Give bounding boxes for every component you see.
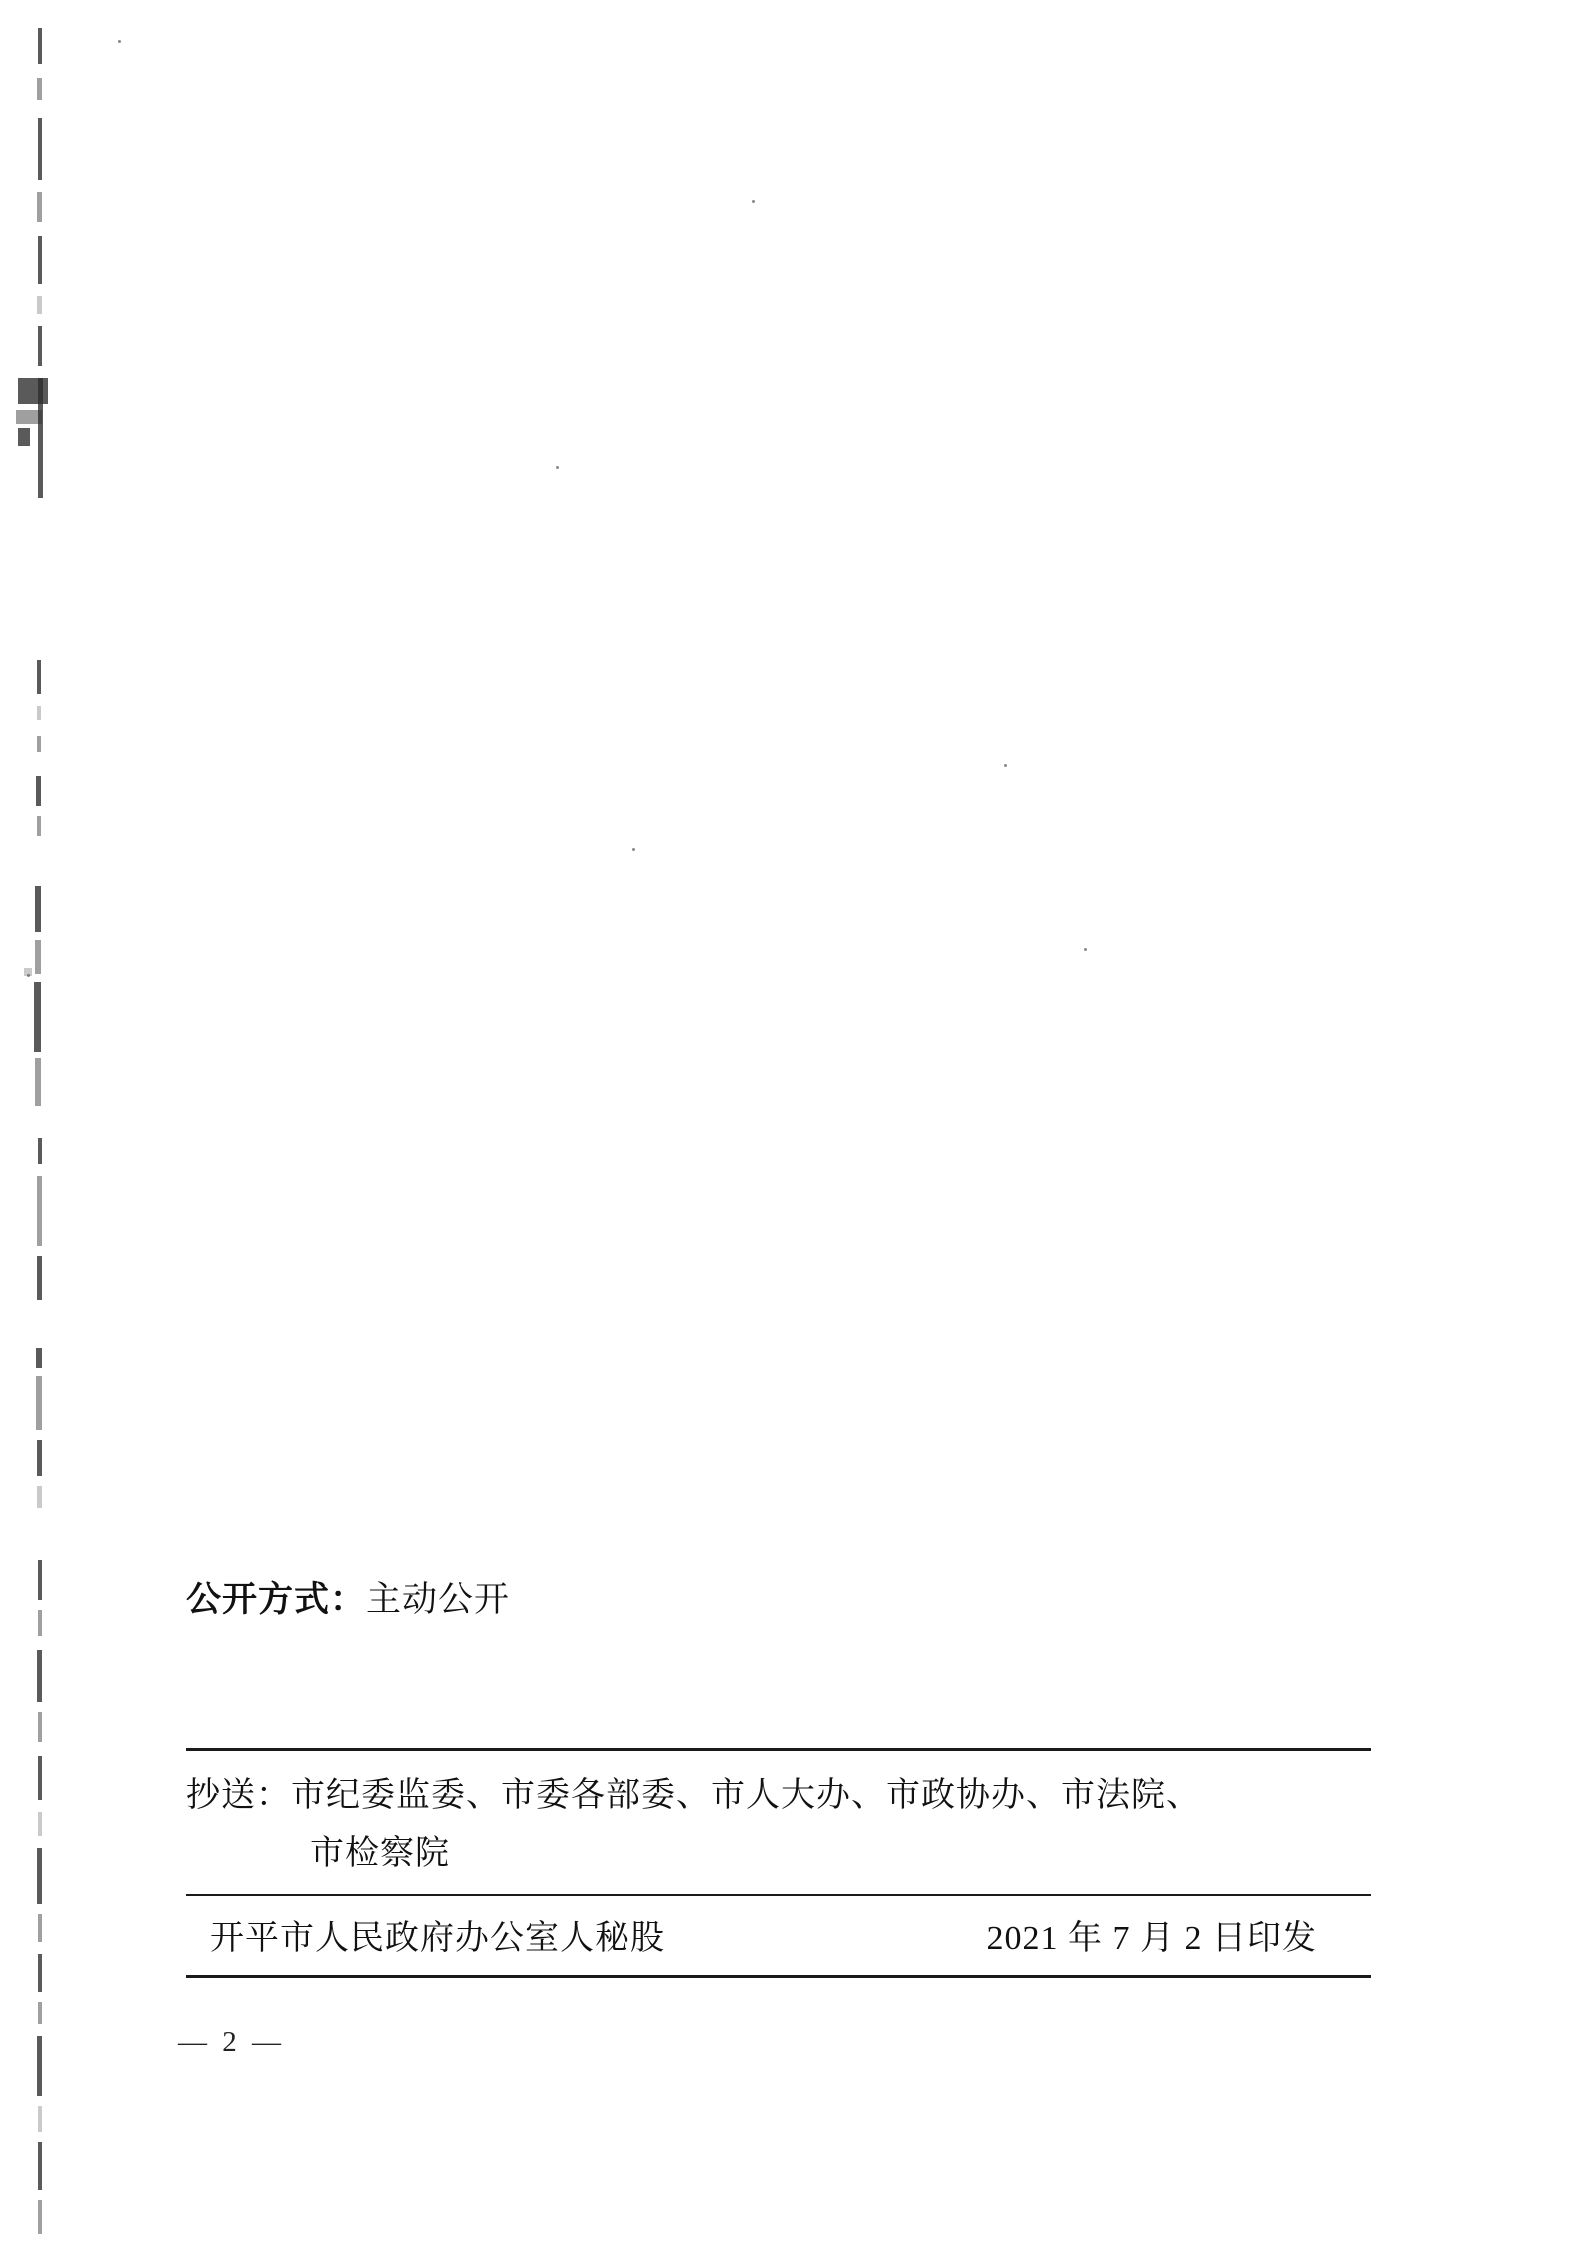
- issuer-row: [186, 1896, 1371, 1975]
- document-footer-block: [186, 1748, 1371, 1978]
- footer-bottom-rule: [186, 1975, 1371, 1978]
- cc-recipients: [186, 1751, 1371, 1894]
- disclosure-method-label: 公开方式：: [186, 1580, 367, 1620]
- issued-date: 2021 年 7 月 2 日印发: [986, 1919, 1317, 1957]
- issuing-office: 开平市人民政府办公室人秘股: [210, 1919, 665, 1957]
- cc-line-2: 市检察院: [310, 1835, 450, 1873]
- disclosure-method-value: 主动公开: [366, 1580, 511, 1620]
- cc-line-1: 抄送：市纪委监委、市委各部委、市人大办、市政协办、市法院、: [186, 1777, 1201, 1814]
- page-number: — 2 —: [178, 2026, 285, 2058]
- disclosure-method-line: [186, 1572, 510, 1622]
